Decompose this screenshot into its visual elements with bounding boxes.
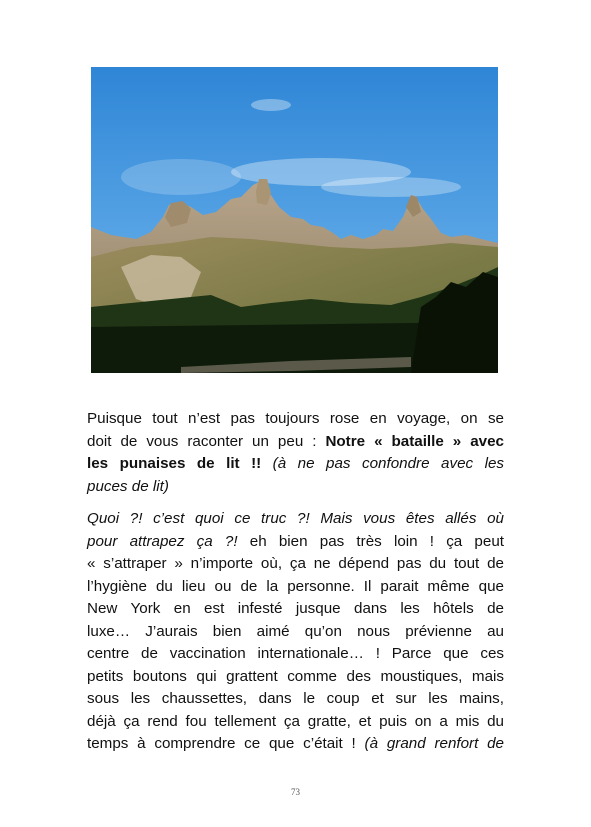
- text-line: petits boutons qui grattent comme des moustiques, mais: [87, 667, 504, 685]
- text-line: l’hygiène du lieu ou de la personne. Il parait même que: [87, 577, 504, 595]
- body-text: [87, 408, 504, 756]
- text-line: [87, 531, 504, 554]
- text-line: sous les chaussettes, dans le coup et sur les mains,: [87, 690, 504, 707]
- text-line: New York en est infesté jusque dans les hôtels de: [87, 600, 504, 617]
- text-line: [87, 733, 504, 756]
- text-line: Puisque tout n’est pas toujours rose en voyage, on se: [87, 410, 504, 427]
- text-span: doit de vous raconter un peu :: [87, 432, 326, 450]
- text-line: [87, 453, 504, 476]
- text-line: déjà ça rend fou tellement ça gratte, et puis on a mis du: [87, 712, 504, 730]
- text-line: luxe… J’aurais bien aimé qu’on nous prévienne au: [87, 622, 504, 640]
- italic-span: (à ne pas confondre avec les: [261, 455, 504, 472]
- bold-span: les punaises de lit !!: [87, 455, 262, 472]
- italic-span: pour attrapez ça ?!: [87, 532, 238, 550]
- paragraph-2: [87, 508, 504, 756]
- text-line: Quoi ?! c’est quoi ce truc ?! Mais vous êtes allés où: [87, 510, 504, 527]
- text-line: [87, 431, 504, 454]
- mountain-landscape-photo: [91, 67, 498, 373]
- text-span: temps à comprendre ce que c’était !: [87, 735, 365, 752]
- italic-span: (à grand renfort de: [364, 735, 505, 752]
- text-line: puces de lit): [87, 477, 169, 495]
- paragraph-1: [87, 408, 504, 498]
- page-number: 73: [291, 787, 300, 797]
- bold-span: Notre « bataille » avec: [325, 432, 504, 450]
- text-line: « s’attraper » n’importe où, ça ne dépend pas du tout de: [87, 555, 504, 572]
- text-span: eh bien pas très loin ! ça peut: [237, 532, 504, 550]
- text-line: centre de vaccination internationale… ! Parce que ces: [87, 645, 504, 662]
